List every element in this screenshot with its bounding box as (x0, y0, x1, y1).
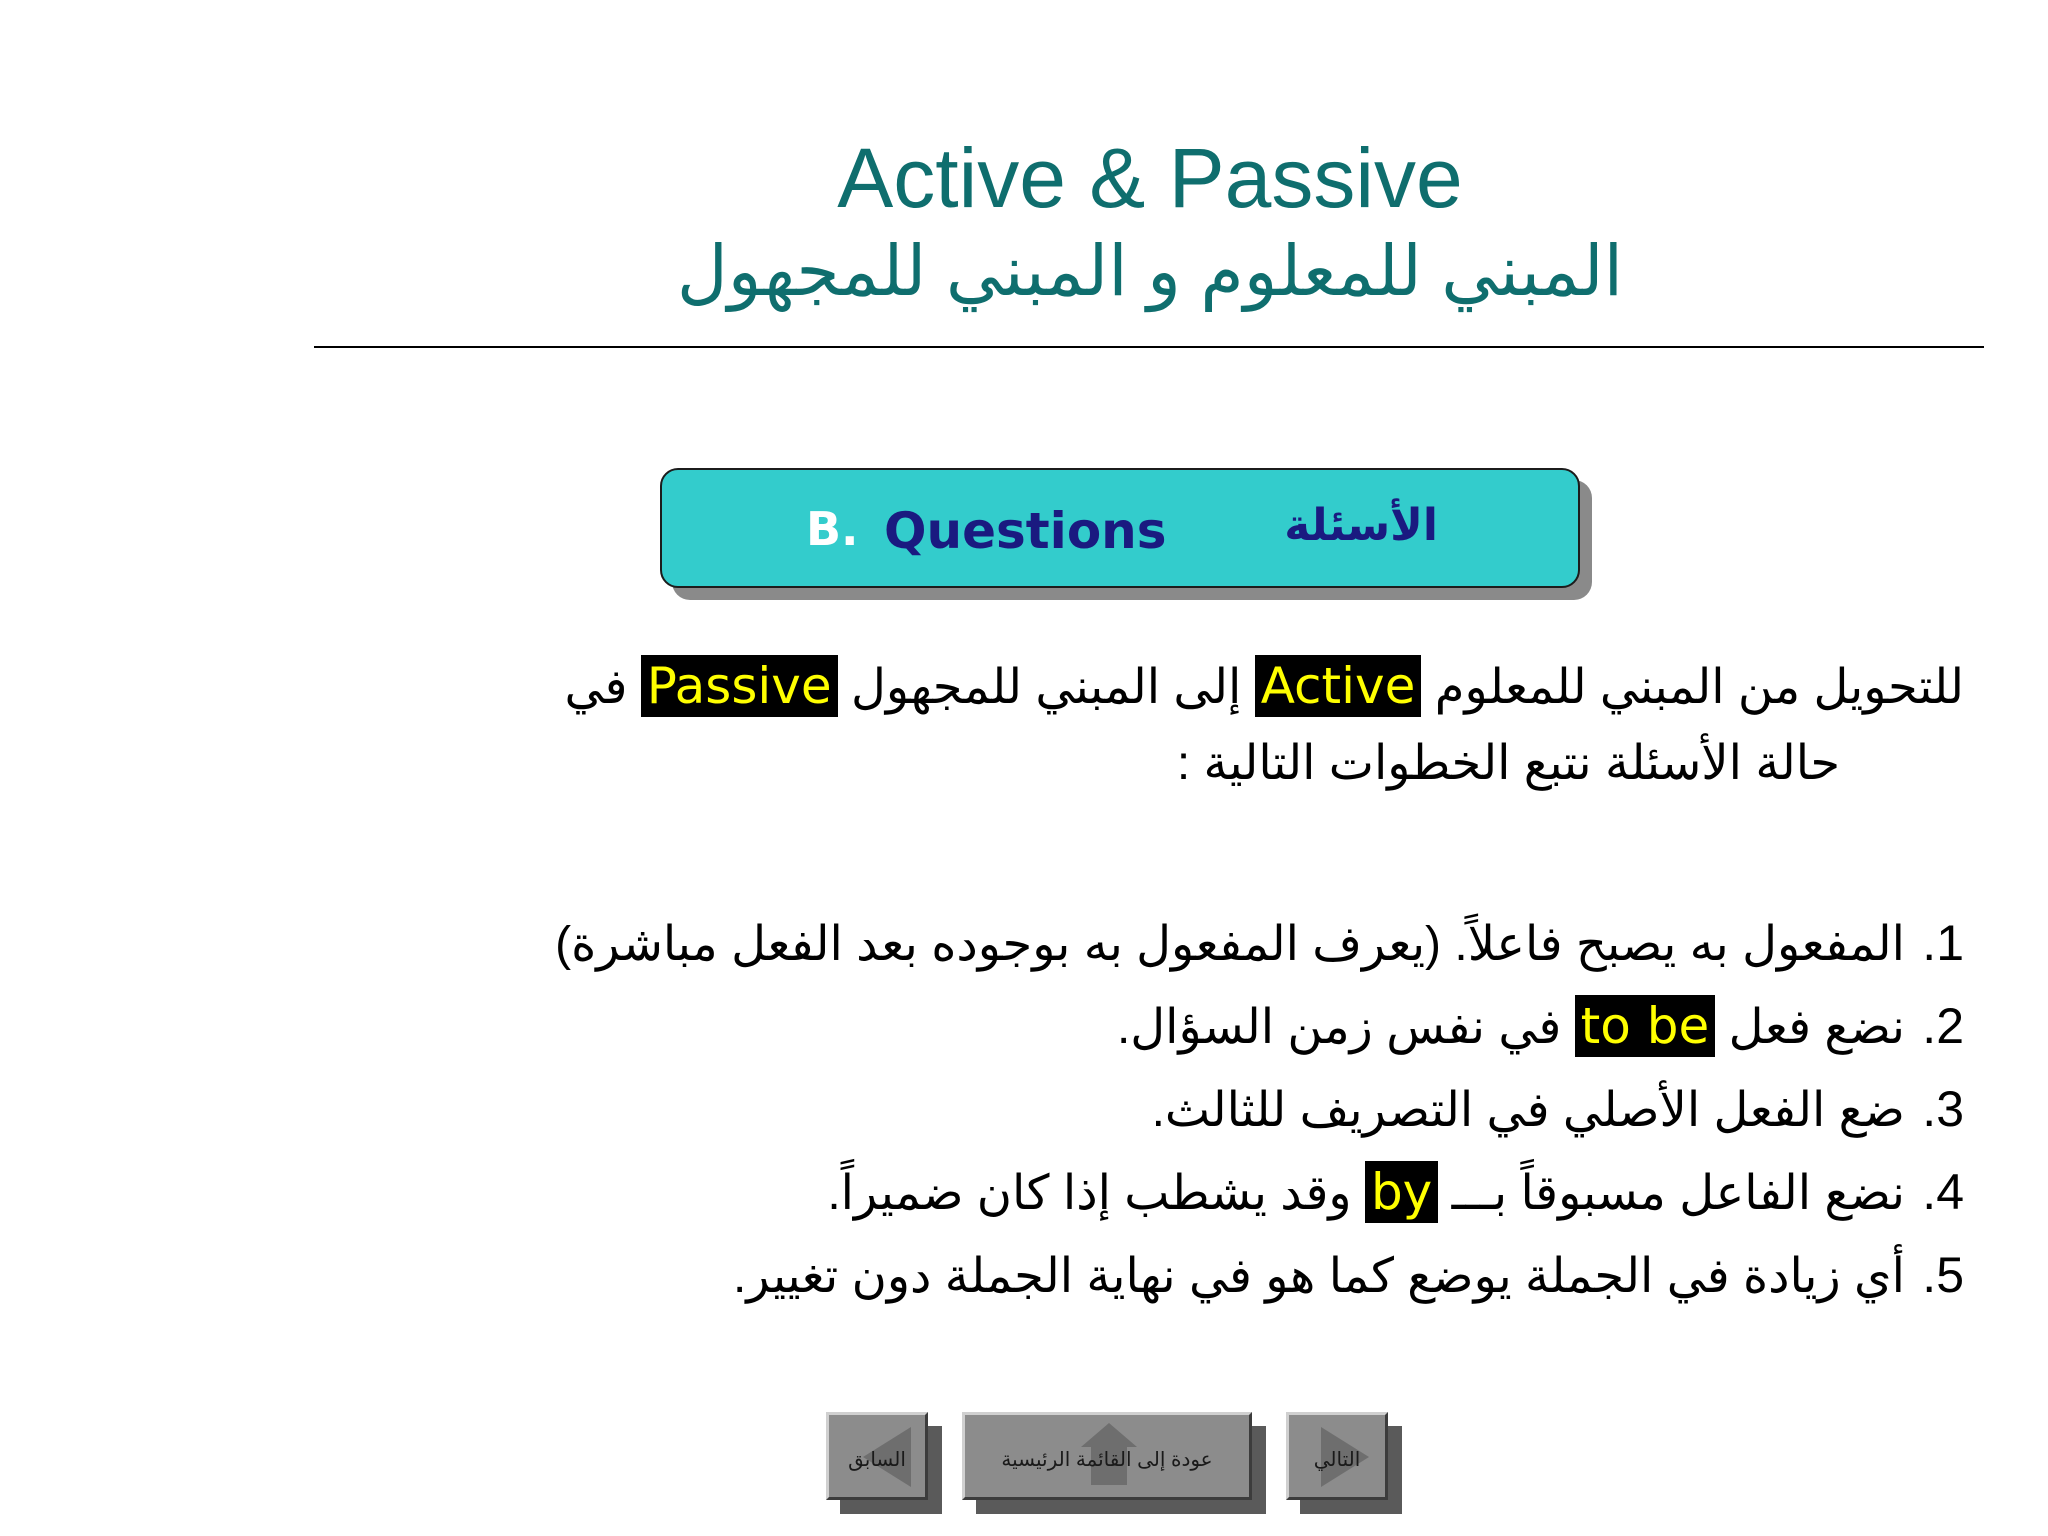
step-text-post: وقد يشطب إذا كان ضميراً. (827, 1167, 1352, 1220)
previous-label: السابق (848, 1449, 906, 1471)
step-number: 3. (1922, 1081, 1964, 1137)
list-item (464, 985, 1964, 1068)
step-text: ضع الفعل الأصلي في التصريف للثالث. (1151, 1084, 1905, 1137)
list-item (464, 1068, 1964, 1151)
section-title-arabic: الأسئلة (1284, 501, 1438, 550)
step-text-post: في نفس زمن السؤال. (1116, 1001, 1562, 1054)
step-number: 5. (1922, 1247, 1964, 1303)
next-button[interactable] (1286, 1412, 1388, 1500)
intro-paragraph (444, 648, 1964, 802)
intro-part3: في (564, 661, 628, 714)
step-number: 4. (1922, 1164, 1964, 1220)
step-text: المفعول به يصبح فاعلاً. (يعرف المفعول به بوجوده بعد الفعل مباشرة) (555, 918, 1905, 971)
by-highlight: by (1365, 1161, 1438, 1223)
intro-part2: إلى المبني للمجهول (851, 661, 1242, 714)
next-label: التالي (1313, 1449, 1361, 1471)
home-button[interactable] (962, 1412, 1252, 1500)
intro-line2: حالة الأسئلة نتبع الخطوات التالية : (1176, 737, 1840, 790)
step-text-pre: نضع فعل (1728, 1001, 1905, 1054)
section-header-box (660, 468, 1580, 588)
step-number: 1. (1922, 915, 1964, 971)
list-item (464, 902, 1964, 985)
to-be-highlight: to be (1575, 995, 1716, 1057)
passive-highlight: Passive (641, 655, 838, 717)
intro-part1: للتحويل من المبني للمعلوم (1434, 661, 1964, 714)
slide-title-english: Active & Passive (837, 131, 1463, 225)
active-highlight: Active (1255, 655, 1422, 717)
step-number: 2. (1922, 998, 1964, 1054)
list-item (464, 1151, 1964, 1234)
title-divider (314, 346, 1984, 348)
list-item (464, 1234, 1964, 1317)
step-text-pre: نضع الفاعل مسبوقاً بـــ (1451, 1167, 1905, 1220)
slide-title-arabic: المبني للمعلوم و المبني للمجهول (676, 232, 1624, 310)
previous-button[interactable] (826, 1412, 928, 1500)
section-title-english: Questions (884, 502, 1167, 560)
step-text: أي زيادة في الجملة يوضع كما هو في نهاية الجملة دون تغيير. (732, 1250, 1905, 1303)
steps-list (464, 902, 1964, 1317)
section-letter: B. (806, 502, 859, 556)
home-label: عودة إلى القائمة الرئيسية (1001, 1449, 1213, 1471)
